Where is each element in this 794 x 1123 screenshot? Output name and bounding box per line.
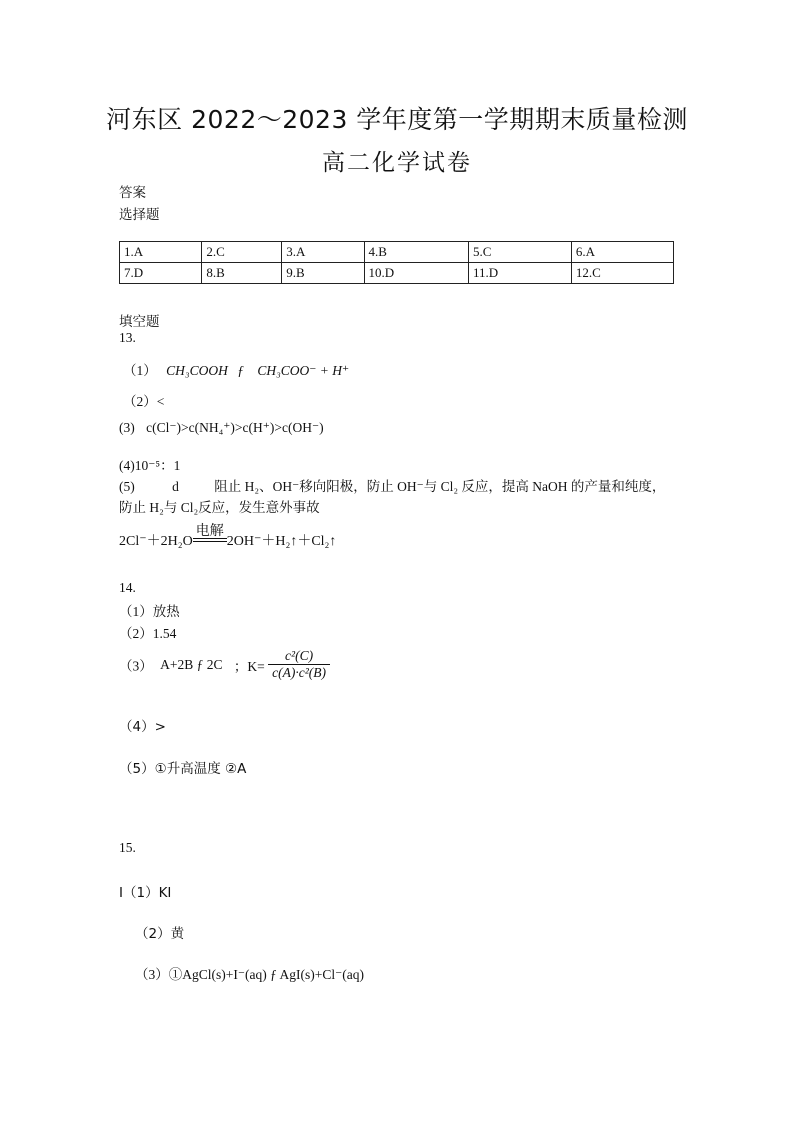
q13-part3 (119, 420, 324, 436)
table-cell: 1.A (120, 242, 202, 263)
q14-number: 14. (119, 580, 136, 595)
table-cell: 8.B (202, 263, 282, 284)
table-cell: 2.C (202, 242, 282, 263)
q13-part2: （2）< (123, 394, 165, 409)
table-cell: 12.C (571, 263, 673, 284)
q15-part3: （3）①AgCl(s)+I⁻(aq) ƒ AgI(s)+Cl⁻(aq) (135, 967, 364, 982)
q13-part1 (123, 359, 349, 379)
equilibrium-constant-fraction (268, 648, 330, 681)
q14-part3-label: （3） (119, 658, 153, 674)
fraction-denominator: c(A)·c²(B) (272, 665, 327, 680)
q14-part5: （5）①升高温度 ②A (119, 761, 247, 777)
q13-part5-choice: d (172, 479, 179, 494)
q15-part2: （2）黄 (135, 926, 185, 942)
q14-part4: （4）> (119, 719, 166, 735)
choice-section-label: 选择题 (119, 207, 160, 223)
q13-part5-label: (5) (119, 479, 135, 494)
table-cell: 6.A (571, 242, 673, 263)
table-cell: 9.B (282, 263, 364, 284)
q13-number: 13. (119, 330, 136, 345)
electrolysis-equation (119, 523, 337, 550)
q13-part5-reason1: 阻止 H₂、OH⁻移向阳极，防止 OH⁻与 Cl₂ 反应，提高 NaOH 的产量和纯度， (214, 479, 666, 494)
q13-part3-expression: c(Cl⁻)>c(NH₄⁺)>c(H⁺)>c(OH⁻) (146, 420, 324, 435)
q13-part1-products: CH₃COO⁻ + H⁺ (257, 363, 350, 378)
exam-subtitle: 高二化学试卷 (322, 150, 472, 176)
answer-label: 答案 (119, 185, 146, 201)
q13-part4: (4)10⁻⁵：1 (119, 458, 181, 473)
table-cell: 5.C (469, 242, 572, 263)
fill-section-label: 填空题 (119, 314, 160, 330)
condition-label: 电解 (195, 523, 224, 539)
q13-part1-arrow: ƒ (237, 363, 244, 378)
q13-part3-label: (3) (119, 420, 135, 435)
table-row (120, 242, 674, 263)
table-cell: 7.D (120, 263, 202, 284)
choice-answer-table (119, 241, 674, 284)
q13-part1-label: （1） (123, 363, 157, 378)
table-row (120, 263, 674, 284)
q13-part1-reactant: CH₃COOH (166, 363, 228, 378)
exam-title: 河东区 2022～2023 学年度第一学期期末质量检测 (106, 105, 688, 134)
table-cell: 11.D (469, 263, 572, 284)
q13-part5 (119, 475, 665, 495)
q13-part5-reason2: 防止 H₂与 Cl₂反应，发生意外事故 (119, 500, 320, 515)
fraction-numerator: c²(C) (268, 648, 330, 665)
q14-part1: （1）放热 (119, 604, 180, 619)
q15-number: 15. (119, 840, 136, 855)
equation-reactants: 2Cl⁻＋2H₂O (119, 534, 193, 549)
equation-products: 2OH⁻＋H₂↑＋Cl₂↑ (226, 534, 337, 549)
table-cell: 4.B (364, 242, 469, 263)
q14-part2: （2）1.54 (119, 626, 177, 641)
table-cell: 3.A (282, 242, 364, 263)
table-cell: 10.D (364, 263, 469, 284)
q14-part3-k: ；K= (233, 658, 265, 674)
electrolysis-condition (193, 523, 227, 550)
q14-part3-equation: A+2B ƒ 2C (160, 656, 223, 672)
q15-part1: Ⅰ（1）KI (119, 885, 172, 901)
q14-part3 (119, 648, 330, 681)
